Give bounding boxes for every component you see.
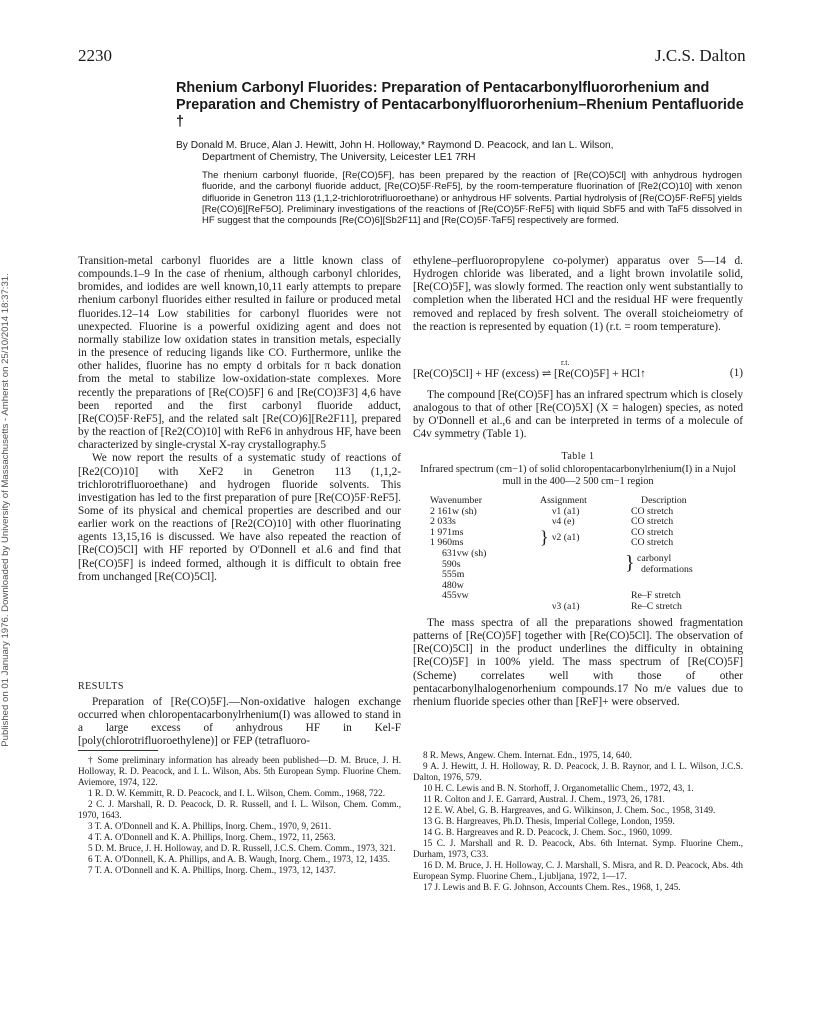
table-col-wavenumber: [430, 496, 486, 602]
footnote: 8 R. Mews, Angew. Chem. Internat. Edn., 1975, 14, 640.: [423, 750, 632, 760]
footnote: † Some preliminary information has already been published—D. M. Bruce, J. H. Holloway, R. D. Peacock, and I. L. Wilson, Abs. 5th European Symp. Fluorine Chem. Aviemore, 1974, 122.: [78, 755, 401, 787]
journal-name: J.C.S. Dalton: [655, 46, 746, 65]
article-title: Rhenium Carbonyl Fluorides: Preparation of Pentacarbonylfluororhenium and Preparation and Chemistry of Pentacarbonylfluororhenium–Rhenium Pentafluoride †: [176, 80, 744, 130]
equation-1: [413, 358, 743, 380]
download-notice: Published on 01 January 1976. Downloaded by University of Massachusetts - Amherst on 25/10/2014 18:37:31.: [0, 273, 11, 747]
table-col-description: [625, 495, 693, 612]
table-label: Table 1: [561, 451, 595, 462]
intro-paragraph-2: We now report the results of a systematic study of reactions of [Re2(CO)10] with XeF2 in Genetron 113 (1,1,2-trichlorotrifluoroethane) and hydrogen fluoride solvents. This investigation has led to the first preparation of pure [Re(CO)5F·ReF5]. Some of its physical and chemical properties are described and our earlier work on the reactions of [Re2(CO)10] with other fluorinating agents 13,15,16 is discussed. We have also repeated the reaction of [Re(CO)5Cl] with HF reported by O'Donnell et al.6 and find that [Re(CO)5F] is indeed formed, although it is difficult to obtain free from unchanged [Re(CO)5Cl].: [78, 452, 401, 583]
footnotes-right: [413, 750, 743, 893]
footnote: 12 E. W. Abel, G. B. Hargreaves, and G. Wilkinson, J. Chem. Soc., 1958, 3149.: [423, 805, 716, 815]
intro-paragraph: Transition-metal carbonyl fluorides are a little known class of compounds.1–9 In the case of rhenium, although carbonyl chlorides, bromides, and iodides are well known,10,11 early attempts to prepare rhenium carbonyl fluorides either resulted in failure or produced metal fluorides.12–14 Low stabilities for carbonyl fluorides were not unexpected. Fluorine is a powerful oxidizing agent and does not normally stabilize low oxidation states in transition metals, especially in the presence of reducing ligands like CO. Furthermore, unlike the other halides, fluorine has no empty d orbitals for π back donation from the metal to stabilize low-oxidation-state complexes. More recently the preparations of [Re(CO)5F] 6 and [Re(CO)3F3] 4,6 have been reported and the first carbonyl fluoride adduct, [Re(CO)5F·ReF5], and the related salt [Re(CO)6][Re2F11], prepared by the reaction of [Re2(CO)10] with ReF6 in anhydrous HF, have been characterized by single-crystal X-ray crystallography.5: [78, 255, 401, 452]
table-cell: 590s: [442, 558, 461, 570]
affiliation: Department of Chemistry, The University, Leicester LE1 7RH: [202, 152, 476, 163]
table-cell: ν4 (e): [552, 516, 575, 528]
table-cell-group: [625, 551, 693, 575]
table-cell: 1 971ms: [430, 526, 464, 538]
footnote: 13 G. B. Hargreaves, Ph.D. Thesis, Imperial College, London, 1959.: [423, 816, 675, 826]
section-heading-results: RESULTS: [78, 681, 124, 692]
right-column-top: [413, 255, 743, 334]
footnote: 4 T. A. O'Donnell and K. A. Phillips, Inorg. Chem., 1972, 11, 2563.: [88, 832, 336, 842]
footnote-rule: [78, 750, 158, 751]
mass-spec-paragraph: The mass spectra of all the preparations showed fragmentation patterns of [Re(CO)5F] together with [Re(CO)5Cl]. The observation of [Re(CO)5Cl] in the product underlines the difficulty in obtaining [Re(CO)5F] in 100% yield. The mass spectrum of [Re(CO)5F] (Scheme) correlates well with those of other pentacarbonylhalogenorhenium compounds.17 No m/e values due to rhenium fluoride species other than [ReF]+ were observed.: [413, 617, 743, 708]
table-cell: deformations: [641, 563, 693, 575]
table-caption: Infrared spectrum (cm−1) of solid chloropentacarbonylrhenium(I) in a Nujol mull in the 400—2 500 cm−1 region: [420, 464, 736, 487]
table-cell: 631vw (sh): [442, 547, 487, 559]
table-cell: CO stretch: [631, 526, 674, 538]
footnote: 5 D. M. Bruce, J. H. Holloway, and D. R. Russell, J.C.S. Chem. Comm., 1973, 321.: [88, 843, 396, 853]
table-header: Assignment: [540, 495, 587, 506]
paragraph-continued: ethylene–perfluoropropylene co-polymer) apparatus over 5—14 d. Hydrogen chloride was liberated, and a light brown involatile solid, [Re(CO)5F], was slowly formed. The reaction only went substantially to completion when the liberated HCl and the residual HF were frequently removed and replaced by fresh solvent. The overall stoicheiometry of the reaction is represented by equation (1) (r.t. = room temperature).: [413, 255, 743, 333]
footnote: 14 G. B. Hargreaves and R. D. Peacock, J. Chem. Soc., 1960, 1099.: [423, 827, 673, 837]
footnote: 7 T. A. O'Donnell and K. A. Phillips, Inorg. Chem., 1973, 12, 1437.: [88, 865, 336, 875]
table-cell: ν1 (a1): [552, 505, 580, 517]
table-col-assignment: [540, 496, 587, 612]
footnote: 3 T. A. O'Donnell and K. A. Phillips, Inorg. Chem., 1970, 9, 2611.: [88, 821, 331, 831]
table-cell: 2 161w (sh): [430, 505, 477, 517]
table-cell: Re–C stretch: [631, 600, 682, 612]
footnote: 9 A. J. Hewitt, J. H. Holloway, R. D. Peacock, J. B. Raynor, and I. L. Wilson, J.C.S. Dalton, 1976, 579.: [413, 761, 743, 782]
page-number: 2230: [78, 46, 112, 65]
results-paragraph: [78, 696, 401, 749]
results-text: Preparation of [Re(CO)5F].—Non-oxidative halogen exchange occurred when chloropentacarbonylrhenium(I) was allowed to stand in a large excess of anhydrous HF in Kel-F [poly(chlorotrifluoroethylene)] or FEP (tetrafluoro-: [78, 696, 401, 748]
table-cell: CO stretch: [631, 537, 674, 549]
left-column-body: [78, 255, 401, 584]
abstract: The rhenium carbonyl fluoride, [Re(CO)5F], has been prepared by the reaction of [Re(CO)5Cl] with anhydrous hydrogen fluoride, and the carbonyl fluoride adduct, [Re(CO)5F·ReF5], by the room-temperature fluorination of [Re2(CO)10] with xenon difluoride in Genetron 113 (1,1,2-trichlorotrifluoroethane) or anhydrous HF solvents. Partial hydrolysis of [Re(CO)5F·ReF5] yields [Re(CO)6][ReF5O]. Preliminary investigations of the reactions of [Re(CO)5F·ReF5] with liquid SbF5 and with TaF5 dissolved in HF suggest that the compounds [Re(CO)6][Sb2F11] and [Re(CO)5F·TaF5] respectively are formed.: [202, 170, 742, 227]
table-cell: Re–F stretch: [631, 589, 681, 601]
table-cell: 480w: [442, 579, 464, 591]
right-paragraph-2: [413, 389, 743, 442]
table-cell: 1 960ms: [430, 537, 464, 549]
table-header: Description: [641, 495, 687, 506]
table-cell: ν2 (a1): [552, 531, 580, 543]
table-cell: 555m: [442, 569, 465, 581]
footnote: 2 C. J. Marshall, R. D. Peacock, D. R. Russell, and I. L. Wilson, Chem. Comm., 1970, 1643.: [78, 799, 401, 820]
author-list: By Donald M. Bruce, Alan J. Hewitt, John H. Holloway,* Raymond D. Peacock, and Ian L. Wilson,: [176, 140, 614, 151]
footnote: 11 R. Colton and J. E. Garrard, Austral. J. Chem., 1973, 26, 1781.: [423, 794, 665, 804]
footnote: 17 J. Lewis and B. F. G. Johnson, Accounts Chem. Res., 1968, 1, 245.: [423, 882, 681, 892]
footnote: 6 T. A. O'Donnell, K. A. Phillips, and A. B. Waugh, Inorg. Chem., 1973, 12, 1435.: [88, 854, 390, 864]
table-cell: CO stretch: [631, 516, 674, 528]
table-cell-group: [540, 528, 587, 549]
table-cell: carbonyl: [637, 552, 672, 564]
brace: }: [540, 526, 549, 547]
footnote: 16 D. M. Bruce, J. H. Holloway, C. J. Marshall, S. Misra, and R. D. Peacock, Abs. 4th European Symp. Fluorine Chem., Ljubljana, 1972, 1—17.: [413, 860, 743, 881]
footnote: 1 R. D. W. Kemmitt, R. D. Peacock, and I. L. Wilson, Chem. Comm., 1968, 722.: [88, 788, 386, 798]
equation-text: [Re(CO)5Cl] + HF (excess) ⇌ [Re(CO)5F] + HCl↑: [413, 368, 646, 380]
table-cell: CO stretch: [631, 505, 674, 517]
brace: }: [625, 551, 635, 574]
footnote: 10 H. C. Lewis and B. N. Storhoff, J. Organometallic Chem., 1972, 43, 1.: [423, 783, 694, 793]
right-paragraph-3: [413, 617, 743, 709]
footnote: 15 C. J. Marshall and R. D. Peacock, Abs. 6th Internat. Symp. Fluorine Chem., Durham, 1973, C33.: [413, 838, 743, 859]
table-cell: ν3 (a1): [552, 600, 580, 612]
table-cell: 455vw: [442, 590, 469, 602]
table-header: Wavenumber: [430, 495, 482, 506]
arrow-label: r.t.: [561, 358, 570, 367]
ir-paragraph: The compound [Re(CO)5F] has an infrared spectrum which is closely analogous to that of other [Re(CO)5X] (X = halogen) species, as noted by O'Donnell et al.,6 and can be interpreted in terms of a molecule of C4v symmetry (Table 1).: [413, 389, 743, 441]
table-cell: 2 033s: [430, 516, 456, 528]
footnotes-left: [78, 755, 401, 876]
equation-number: (1): [729, 367, 743, 379]
